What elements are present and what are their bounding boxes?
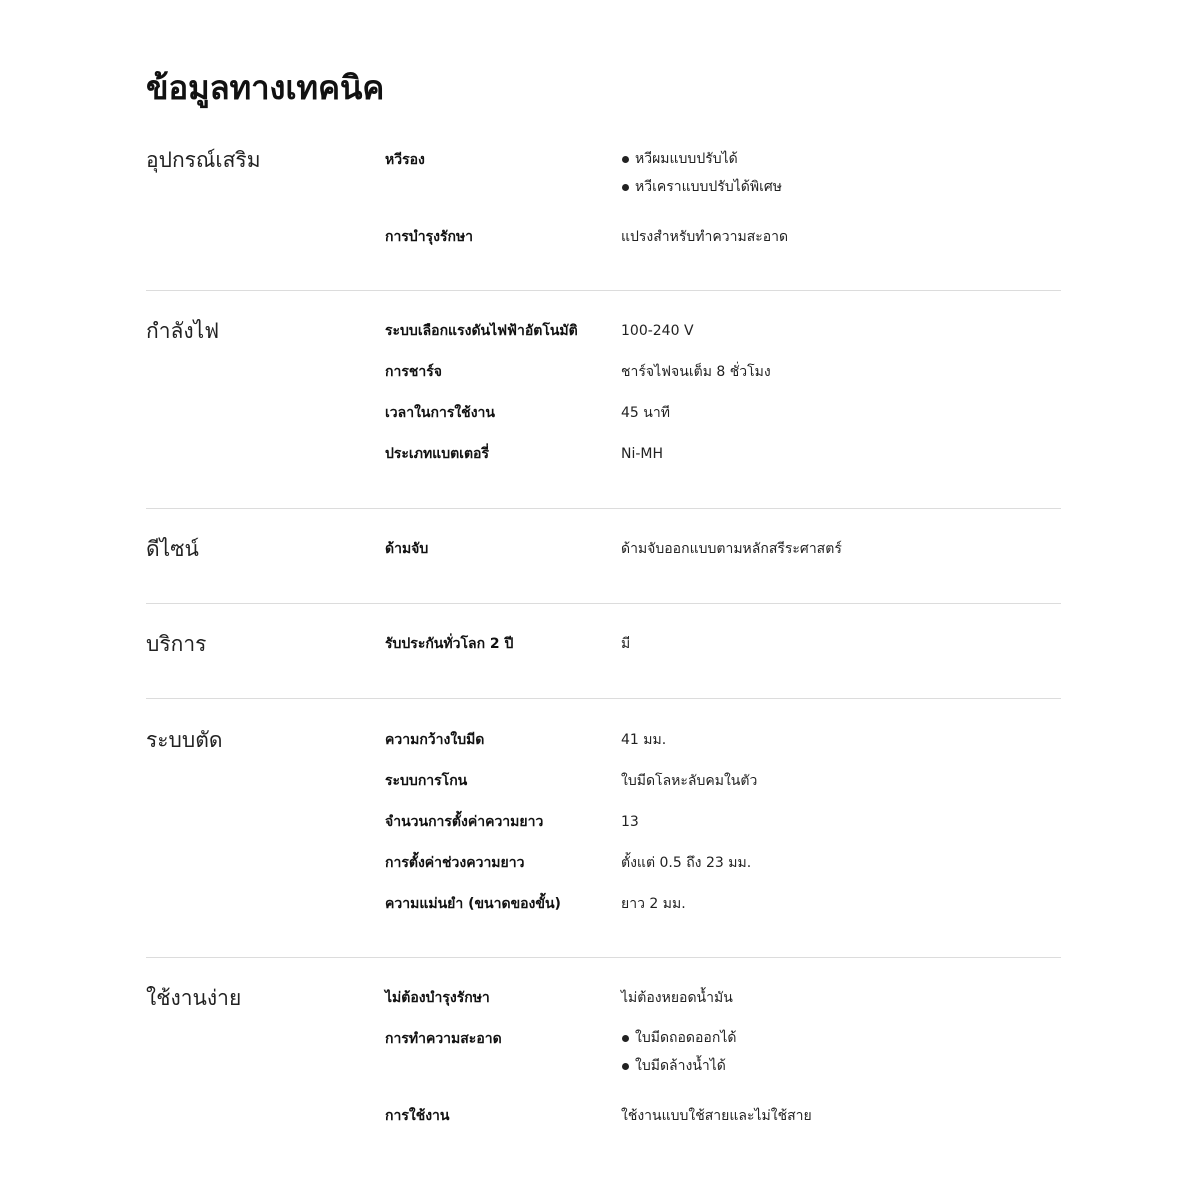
spec-label: จำนวนการตั้งค่าความยาว	[385, 814, 544, 830]
spec-label: ความแม่นยำ (ขนาดของขั้น)	[385, 896, 561, 912]
section-title: ดีไซน์	[146, 537, 199, 561]
spec-value: ด้ามจับออกแบบตามหลักสรีระศาสตร์	[621, 541, 842, 557]
bullet-item: ใบมีดล้างน้ำได้	[621, 1052, 736, 1080]
spec-bullet-list	[621, 145, 782, 201]
spec-value: มี	[621, 636, 631, 652]
section-title: ระบบตัด	[146, 728, 223, 752]
spec-label: การบำรุงรักษา	[385, 229, 474, 245]
spec-label: หวีรอง	[385, 152, 425, 168]
section-divider	[146, 957, 1061, 958]
spec-value: ชาร์จไฟจนเต็ม 8 ชั่วโมง	[621, 364, 771, 380]
spec-value: ไม่ต้องหยอดน้ำมัน	[621, 990, 733, 1006]
spec-value: 100-240 V	[621, 323, 694, 339]
spec-value: ใช้งานแบบใช้สายและไม่ใช้สาย	[621, 1108, 812, 1124]
spec-label: รับประกันทั่วโลก 2 ปี	[385, 636, 514, 652]
spec-bullet-list	[621, 1024, 736, 1080]
section-divider	[146, 290, 1061, 291]
section-title: กำลังไฟ	[146, 319, 220, 343]
section-title: ใช้งานง่าย	[146, 986, 242, 1010]
section-divider	[146, 603, 1061, 604]
section-divider	[146, 508, 1061, 509]
spec-value: แปรงสำหรับทำความสะอาด	[621, 229, 789, 245]
section-title: อุปกรณ์เสริม	[146, 148, 261, 172]
spec-value: ตั้งแต่ 0.5 ถึง 23 มม.	[621, 855, 752, 871]
spec-value: 41 มม.	[621, 732, 667, 748]
spec-value: 45 นาที	[621, 405, 670, 421]
bullet-item: หวีเคราแบบปรับได้พิเศษ	[621, 173, 782, 201]
spec-label: ด้ามจับ	[385, 541, 429, 557]
bullet-item: ใบมีดถอดออกได้	[621, 1024, 736, 1052]
section-divider	[146, 698, 1061, 699]
spec-label: การใช้งาน	[385, 1108, 450, 1124]
spec-label: ประเภทแบตเตอรี่	[385, 446, 489, 462]
spec-label: เวลาในการใช้งาน	[385, 405, 495, 421]
bullet-item: หวีผมแบบปรับได้	[621, 145, 782, 173]
spec-label: การทำความสะอาด	[385, 1031, 502, 1047]
page-title: ข้อมูลทางเทคนิค	[146, 68, 385, 107]
spec-label: ไม่ต้องบำรุงรักษา	[385, 990, 490, 1006]
spec-label: ระบบการโกน	[385, 773, 468, 789]
spec-label: การชาร์จ	[385, 364, 442, 380]
spec-label: ระบบเลือกแรงดันไฟฟ้าอัตโนมัติ	[385, 323, 578, 339]
section-title: บริการ	[146, 632, 207, 656]
spec-value: 13	[621, 814, 639, 830]
spec-value: ใบมีดโลหะลับคมในตัว	[621, 773, 758, 789]
spec-value: Ni-MH	[621, 446, 664, 462]
spec-label: ความกว้างใบมีด	[385, 732, 485, 748]
spec-value: ยาว 2 มม.	[621, 896, 686, 912]
spec-label: การตั้งค่าช่วงความยาว	[385, 855, 525, 871]
